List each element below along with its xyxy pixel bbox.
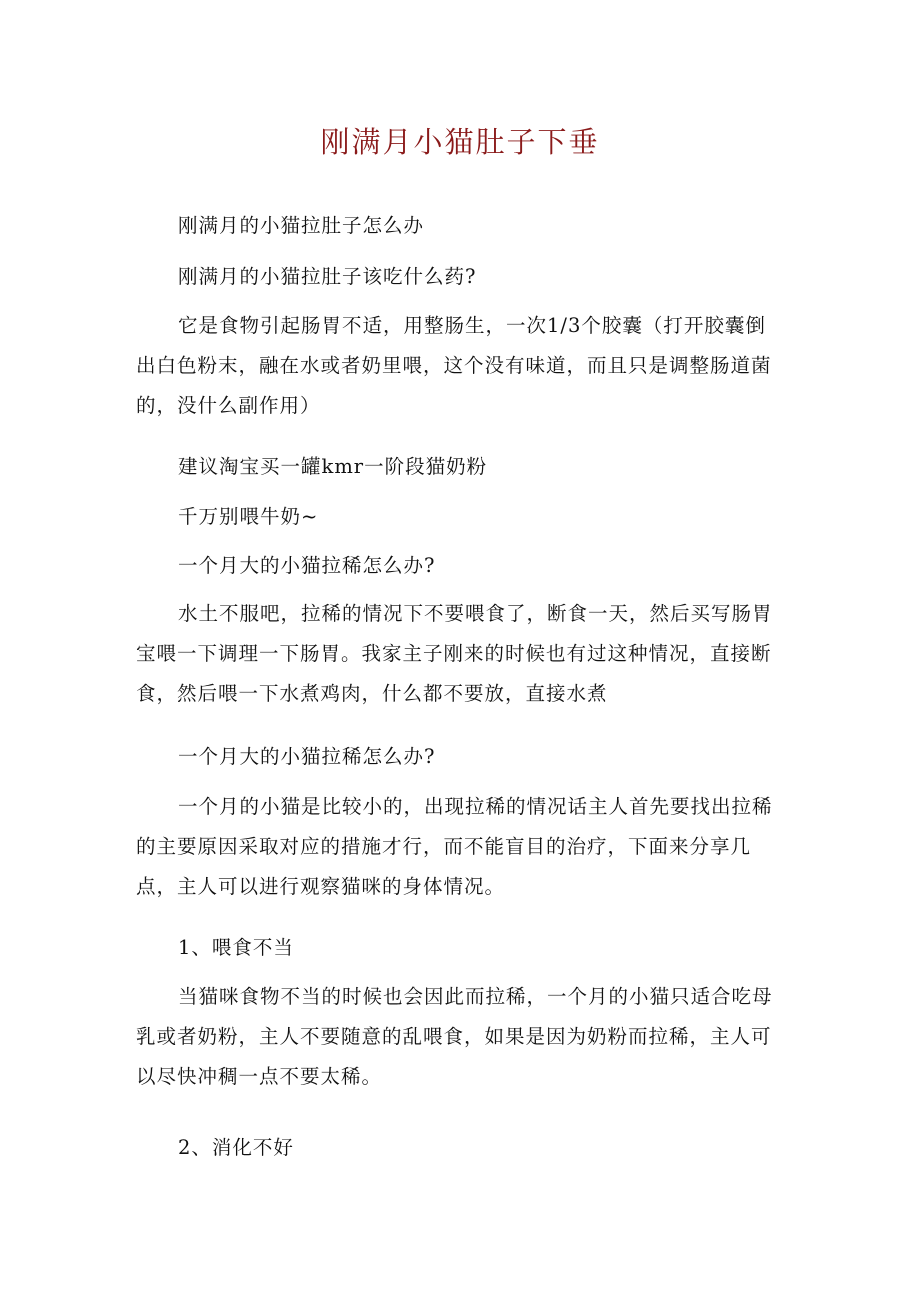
paragraph-10 bbox=[136, 928, 784, 968]
paragraph-text: 它是食物引起肠胃不适，用整肠生，一次1/3个胶囊（打开胶囊倒出白色粉末，融在水或者奶里喂，这个没有味道，而且只是调整肠道菌的，没什么副作用） bbox=[136, 314, 772, 417]
paragraph-text: 一个月大的小猫拉稀怎么办? bbox=[178, 554, 436, 577]
paragraph-8 bbox=[136, 737, 784, 777]
paragraph-7 bbox=[136, 594, 784, 714]
paragraph-9 bbox=[136, 787, 784, 907]
paragraph-text: 水土不服吧，拉稀的情况下不要喂食了，断食一天，然后买写肠胃宝喂一下调理一下肠胃。我家主子刚来的时候也有过这种情况，直接断食，然后喂一下水煮鸡肉，什么都不要放，直接水煮 bbox=[136, 602, 773, 705]
paragraph-text: 当猫咪食物不当的时候也会因此而拉稀，一个月的小猫只适合吃母乳或者奶粉，主人不要随意的乱喂食，如果是因为奶粉而拉稀，主人可以尽快冲稠一点不要太稀。 bbox=[136, 985, 773, 1088]
paragraph-text: 一个月大的小猫拉稀怎么办? bbox=[178, 745, 436, 768]
paragraph-11 bbox=[136, 977, 784, 1097]
paragraph-text: 刚满月的小猫拉肚子怎么办 bbox=[178, 214, 425, 237]
paragraph-text: 刚满月的小猫拉肚子该吃什么药? bbox=[178, 265, 477, 288]
paragraph-text: 千万别喂牛奶~ bbox=[178, 505, 319, 528]
document-title: 刚满月小猫肚子下垂 bbox=[320, 125, 600, 159]
paragraph-4 bbox=[136, 447, 784, 487]
paragraph-text: 1、喂食不当 bbox=[178, 936, 294, 959]
paragraph-text: 建议淘宝买一罐kmr一阶段猫奶粉 bbox=[178, 455, 488, 478]
paragraph-6 bbox=[136, 546, 784, 586]
paragraph-3 bbox=[136, 306, 784, 426]
paragraph-2 bbox=[136, 257, 784, 297]
paragraph-text: 一个月的小猫是比较小的，出现拉稀的情况话主人首先要找出拉稀的主要原因采取对应的措施才行，而不能盲目的治疗，下面来分享几点，主人可以进行观察猫咪的身体情况。 bbox=[136, 795, 773, 898]
paragraph-12 bbox=[136, 1128, 784, 1168]
paragraph-1 bbox=[136, 206, 784, 246]
paragraph-text: 2、消化不好 bbox=[178, 1136, 294, 1159]
paragraph-5 bbox=[136, 497, 784, 537]
